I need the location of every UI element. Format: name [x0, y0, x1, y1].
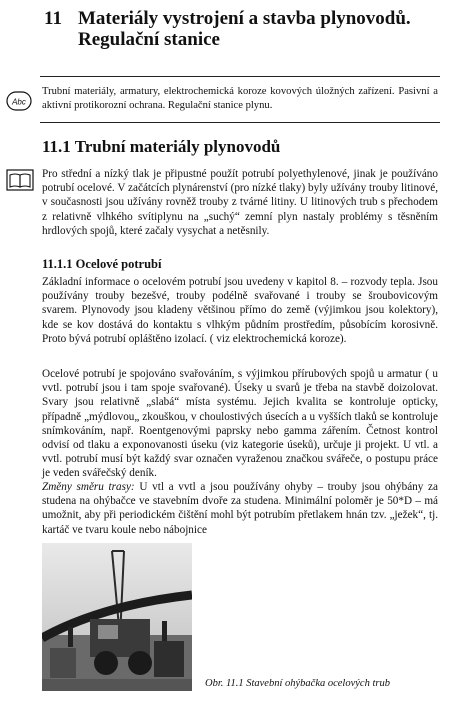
paragraph-basic-info: Základní informace o ocelovém potrubí jsou uvedeny v kapitol 8. – rozvody tepla. Jsou používány trouby bezešvé, trouby podélně svařované i trouby se šroubovicovým svarem. Plynovody jsou kladeny většinou přímo do země (výjimkou jsou kolektory), kde se kov dostává do kontaktu s vlhkým půdním prostředím, působícím korosivně. Proto bývá potrubí opláštěno izolací. ( viz elektrochemická koroze). — [42, 276, 438, 345]
paragraph-route-changes — [42, 480, 438, 537]
chapter-number: 11 — [44, 8, 62, 29]
subsection-title: 11.1.1 Ocelové potrubí — [42, 257, 162, 271]
paragraph-welding: Ocelové potrubí je spojováno svařováním, s výjimkou přírubových spojů u armatur ( u vvtl. potrubí jsou i tam spoje svařované). Úseky u svarů je třeba na stavbě doizolovat. Svary jsou relativně „slabá“ místa systému. Jejich kvalita se kontroluje opticky, případně „mýdlovou„ zkouškou, v choulostivých úsecích a u vyšších tlaků se kontroluje snímkováním, např. Roentgenovými paprsky nebo gamma zářením. Četnost kontrol odvisí od tlaku a exponovanosti úseku (viz kategorie úseků), určuje ji projekt. U vtl. a vvtl. potrubí musí být každý svar označen vyraženou značkou svářeče, o postupu práce je veden svářečský deník. — [42, 368, 438, 480]
summary-bottom-rule — [40, 122, 440, 123]
abc-icon — [6, 91, 32, 111]
section-title: 11.1 Trubní materiály plynovodů — [42, 137, 281, 156]
figure-caption: Obr. 11.1 Stavební ohýbačka ocelových trub — [205, 678, 390, 689]
chapter-title: Materiály vystrojení a stavba plynovodů. Regulační stanice — [78, 8, 411, 50]
open-book-icon — [6, 169, 34, 191]
chapter-summary: Trubní materiály, armatury, elektrochemická koroze kovových úložných zařízení. Pasivní a aktivní protikorozní ochrana. Regulační stanice plynu. — [42, 86, 438, 111]
route-changes-label: Změny směru trasy: — [42, 481, 135, 493]
pipe-bending-machine-photo — [42, 543, 192, 691]
route-changes-text: U vtl a vvtl a jsou používány ohyby – trouby jsou ohýbány za studena na ohýbačce ve stavebním dvoře za studena. Minimální poloměr je 50*D – má umožnit, aby při periodickém čištění mohl být potrubím přetlakem hnán tzv. „ježek“, tj. kartáč ve tvaru koule nebo nábojnice — [42, 481, 438, 536]
abc-icon-label: Abc — [12, 97, 26, 107]
section-intro-paragraph: Pro střední a nízký tlak je připustné použít potrubí polyethylenové, jinak je používáno potrubí ocelové. V začátcích plynárenství (pro nízké tlaky) byly užívány trouby litinové, v současnosti jsou užívány rovněž trouby z tvárné litiny. U litinových trub s přechodem z relativně vlhkého svítiplynu na „suchý“ zemní plyn nastaly problémy s těsněním hrdlových spojů, které začaly vysychat a netěsnily. — [42, 168, 438, 237]
summary-top-rule — [40, 76, 440, 77]
